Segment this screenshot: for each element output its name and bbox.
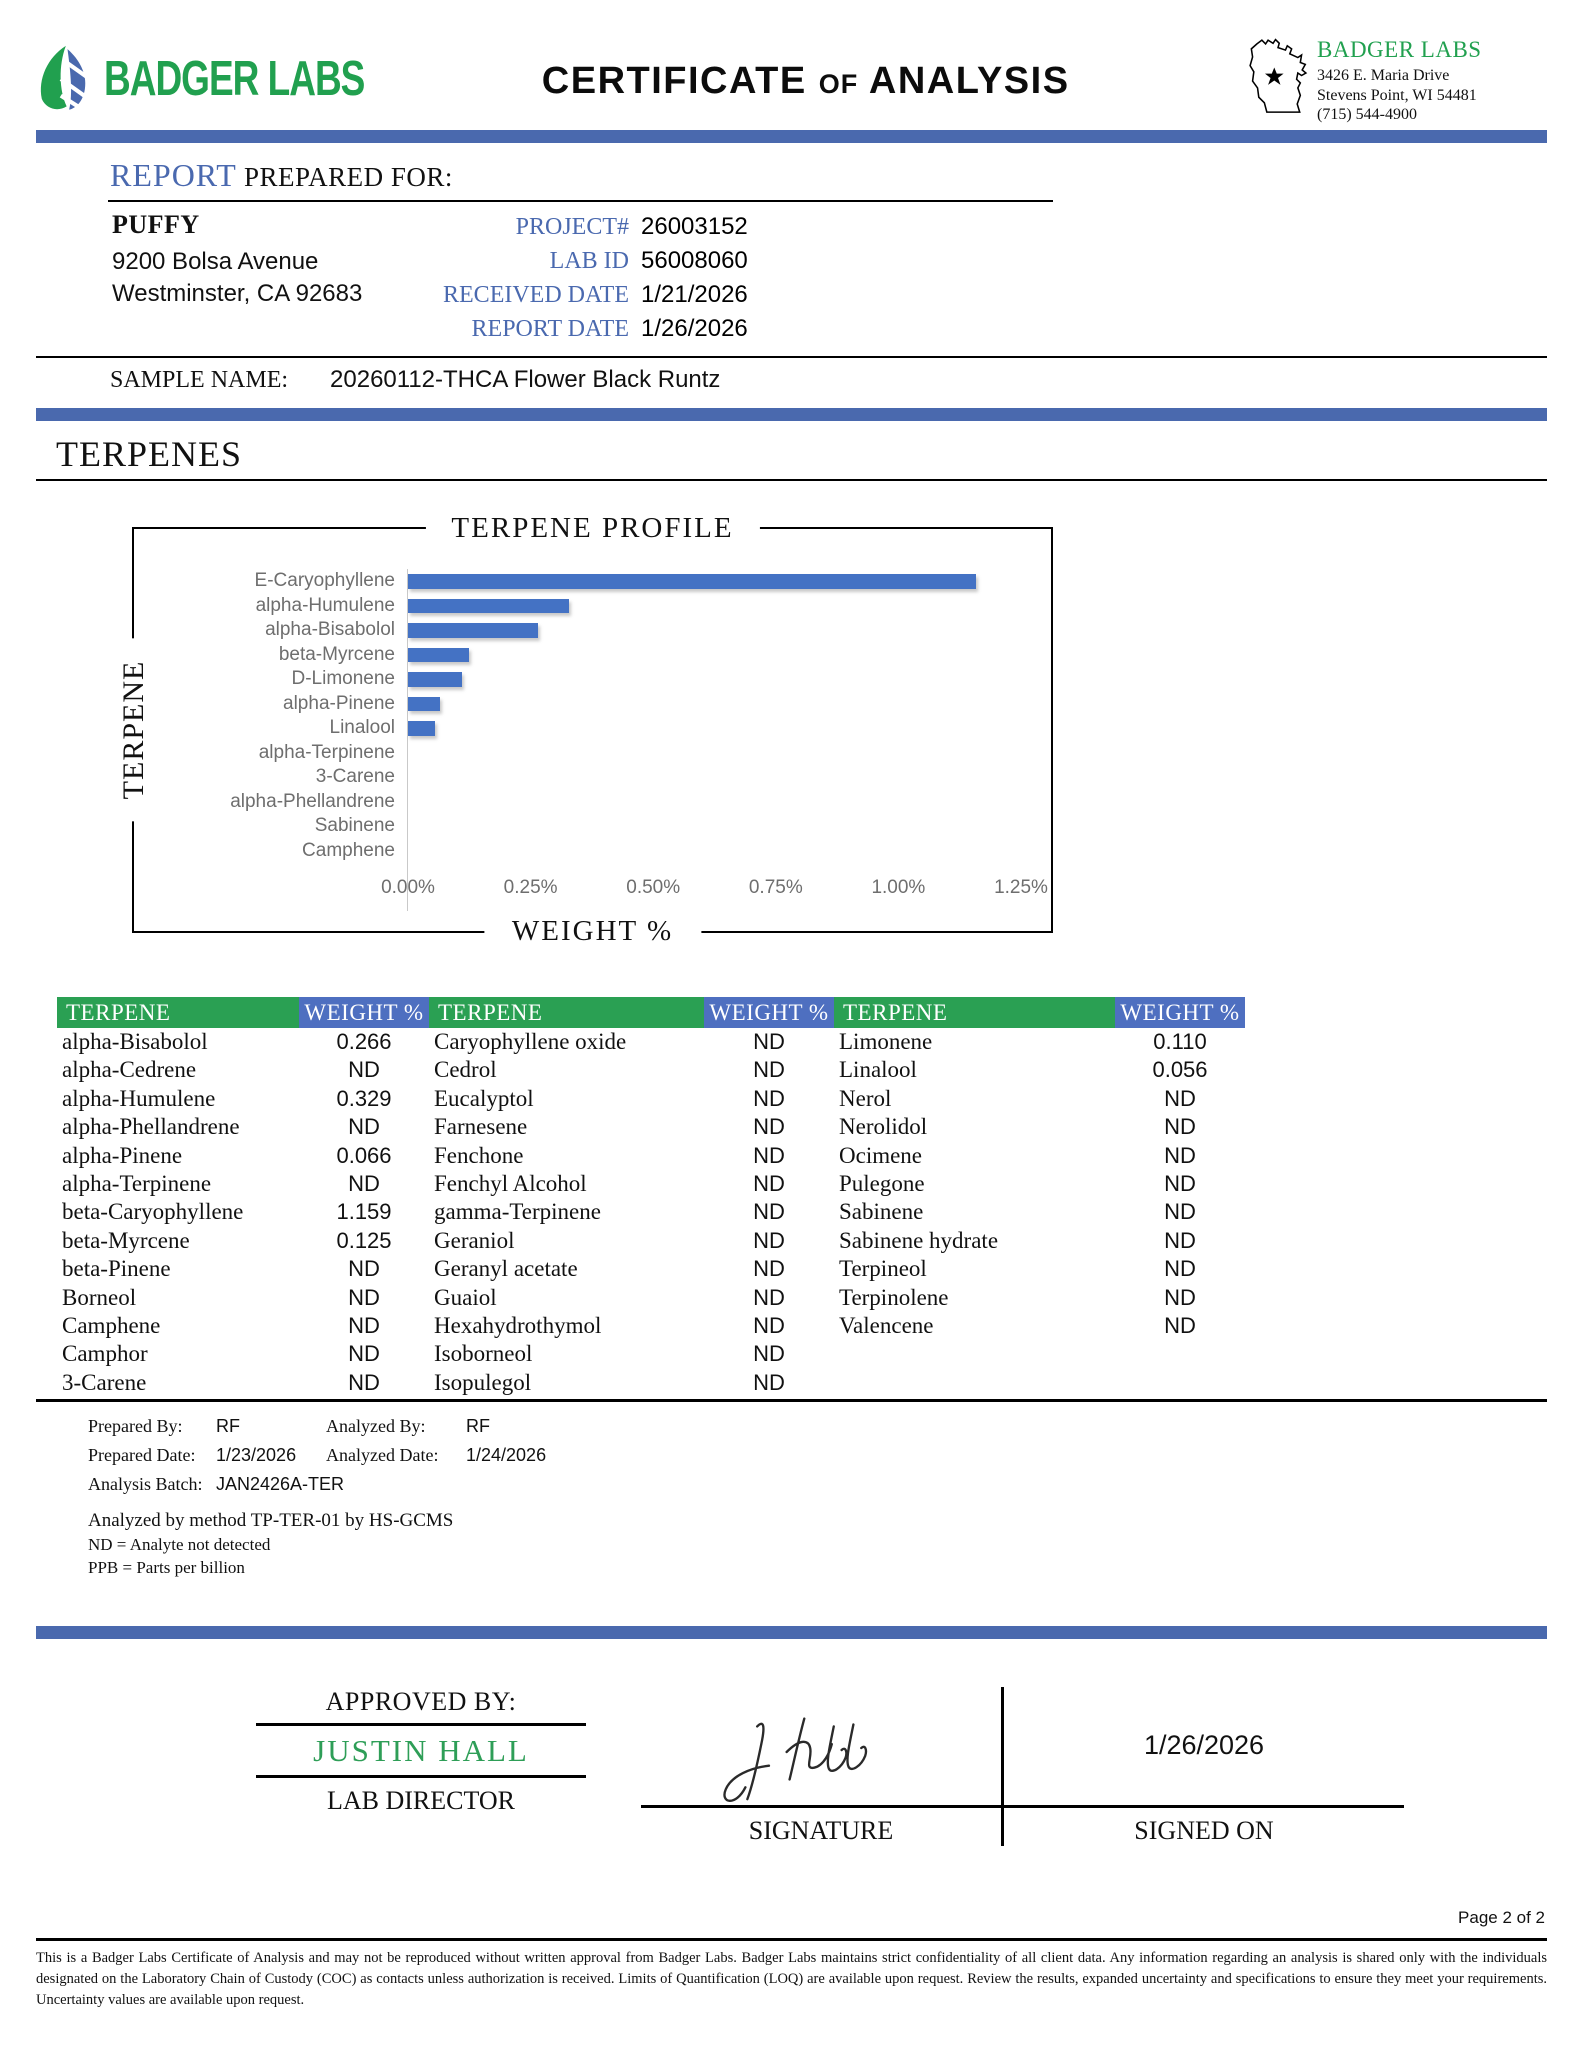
chart-x-tick-label: 0.00% [381,877,435,898]
divider-bar-terpenes [36,408,1547,421]
meta-row-reportdate: REPORT DATE 1/26/2026 [471,315,748,342]
terpene-value-cell: ND [1164,1312,1196,1338]
approver-title: LAB DIRECTOR [326,1785,516,1815]
terpene-value-cell: ND [753,1312,785,1338]
terpene-name-cell: Hexahydrothymol [434,1312,602,1338]
chart-category-label: alpha-Humulene [255,594,395,616]
chart-y-axis-label: TERPENE [117,639,151,822]
terpene-name-cell: beta-Caryophyllene [62,1199,244,1225]
chart-bar [408,599,569,614]
chart-bar [408,721,435,736]
terpene-name-cell: Pulegone [839,1170,925,1196]
terpene-name-cell: gamma-Terpinene [434,1199,601,1225]
disclaimer-text: This is a Badger Labs Certificate of Analysis and may not be reproduced without written approval from Badger Labs. Badger Labs maintains strict confidentiality of all client data. Any information regarding an analysis is shared only with the individuals designated on the Laboratory Chain of Custody (COC) as contacts unless authorization is received. Limits of Quantification (LOQ) are available upon request. Review the results, expanded uncertainty and specifications to ensure they meet your requirements. Uncertainty values are available upon request. [36,1950,1547,2009]
table-bottom-rule [36,1399,1547,1402]
terpene-value-cell: ND [1164,1114,1196,1140]
terpene-name-cell: Valencene [839,1312,934,1338]
client-block [112,210,362,346]
terpene-name-cell: Isoborneol [434,1341,533,1367]
terpene-value-cell: 1.159 [336,1199,392,1225]
chart-bar-track [408,594,1021,619]
terpene-value-cell: ND [1164,1227,1196,1253]
terpene-value-cell: ND [1164,1085,1196,1111]
chart-bar-track [408,716,1021,741]
page-title: CERTIFICATE OF ANALYSIS [541,60,1070,102]
terpene-name-cell: Sabinene hydrate [839,1227,999,1253]
terpene-value-cell: ND [348,1369,380,1395]
client-address1: 9200 Bolsa Avenue [112,248,319,275]
approved-by-label: APPROVED BY: [256,1687,586,1726]
chart-x-tick-label: 0.50% [626,877,681,898]
terpene-name-cell: Cedrol [434,1057,497,1083]
terpene-name-cell: beta-Pinene [62,1256,171,1282]
chart-x-axis-label: WEIGHT % [484,915,701,948]
chart-bar-track [408,569,1021,594]
report-meta [384,210,791,346]
terpene-name-cell: 3-Carene [62,1369,147,1395]
divider-bar-footer [36,1626,1547,1639]
meta-row-labid: LAB ID 56008060 [549,247,748,274]
terpene-value-cell: ND [348,1341,380,1367]
ppb-note: PPB = Parts per billion [88,1557,245,1577]
terpene-name-cell: Linalool [839,1057,917,1083]
terpene-name-cell: Terpineol [839,1256,927,1282]
divider-bar-top [36,130,1547,143]
signed-on-date: 1/26/2026 [1004,1687,1404,1808]
terpene-name-cell: Terpinolene [839,1284,949,1310]
terpene-value-cell: ND [753,1057,785,1083]
terpene-value-cell: ND [753,1142,785,1168]
prepared-analyzed-date-row: Prepared Date: 1/23/2026 Analyzed Date: 1/24/2026 [88,1445,547,1466]
terpene-table-group [429,997,834,1397]
leaf-logo-icon [36,44,94,114]
chart-bar-track [408,790,1021,815]
terpene-name-cell: Sabinene [839,1199,924,1225]
meta-row-received: RECEIVED DATE 1/21/2026 [443,281,748,308]
table-header-weight: WEIGHT % [704,997,834,1028]
chart-category-axis [152,569,407,911]
chart-bar [408,574,976,589]
approved-by-block [256,1687,586,1846]
page-number: Page 2 of 2 [1458,1908,1545,1927]
signature-line [641,1687,1001,1808]
terpene-name-cell: alpha-Bisabolol [62,1029,208,1054]
chart-category-label: alpha-Phellandrene [230,790,395,812]
signature-handwriting [716,1697,926,1805]
wisconsin-map-icon [1247,36,1309,125]
terpene-table [57,997,1547,1397]
lab-name: BADGER LABS [1317,37,1482,62]
chart-x-tick-label: 1.00% [871,877,926,898]
terpene-name-cell: Geraniol [434,1227,515,1253]
analysis-footnotes [88,1412,1547,1580]
nd-note: ND = Analyte not detected [88,1534,271,1554]
terpene-name-cell: beta-Myrcene [62,1227,190,1253]
terpene-value-cell: ND [348,1312,380,1338]
sample-name-rule [36,356,1547,358]
chart-category-label: beta-Myrcene [278,643,395,665]
terpene-name-cell: alpha-Humulene [62,1085,216,1111]
prepared-analyzed-by-row: Prepared By: RF Analyzed By: RF [88,1416,490,1437]
terpene-name-cell: Nerolidol [839,1114,928,1140]
chart-x-ticks [381,869,1048,911]
chart-bar-track [408,692,1021,717]
lab-phone: (715) 544-4900 [1317,106,1417,124]
terpene-name-cell: Geranyl acetate [434,1256,578,1282]
terpene-value-cell: ND [753,1029,785,1054]
meta-row-project: PROJECT# 26003152 [515,213,748,240]
terpene-name-cell: Caryophyllene oxide [434,1029,627,1054]
terpene-value-cell: 0.110 [1153,1029,1207,1054]
terpene-value-cell: ND [1164,1142,1196,1168]
sample-name-value: 20260112-THCA Flower Black Runtz [330,366,721,393]
lab-contact-text [1317,36,1482,125]
terpene-name-cell: Camphene [62,1312,161,1338]
terpene-value-cell: ND [1164,1170,1196,1196]
sample-name-label: SAMPLE NAME: [110,367,289,393]
footer-rule [36,1938,1547,1941]
terpene-name-cell: Ocimene [839,1142,923,1168]
brand-wordmark: BADGER LABS [104,51,365,106]
signed-on-block [1001,1687,1404,1846]
chart-body [152,569,1048,911]
terpene-value-cell: ND [753,1284,785,1310]
lab-address-line1: 3426 E. Maria Drive [1317,67,1450,85]
terpene-value-cell: 0.056 [1152,1057,1208,1083]
chart-x-tick-label: 0.75% [748,877,803,898]
report-heading-rule [108,200,1053,202]
table-header-weight: WEIGHT % [299,997,429,1028]
chart-title: TERPENE PROFILE [425,512,759,545]
chart-bar [408,672,462,687]
signature-caption: SIGNATURE [748,1815,894,1845]
chart-category-label: E-Caryophyllene [254,570,395,591]
terpene-name-cell: Nerol [839,1085,892,1111]
terpene-value-cell: ND [753,1369,785,1395]
chart-bar-track [408,765,1021,790]
client-address2: Westminster, CA 92683 [112,280,363,308]
terpene-name-cell: Farnesene [434,1114,528,1140]
terpene-value-cell: ND [1164,1199,1196,1225]
terpene-value-cell: ND [753,1227,785,1253]
terpene-name-cell: alpha-Phellandrene [62,1114,240,1140]
chart-category-label: alpha-Bisabolol [265,619,395,640]
chart-category-label: Camphene [302,839,395,861]
chart-x-tick-label: 0.25% [503,877,558,898]
chart-bars [408,569,1021,863]
terpene-table-group [57,997,429,1397]
terpene-name-cell: Borneol [62,1284,137,1310]
terpene-name-cell: Limonene [839,1029,933,1054]
chart-category-label: Sabinene [314,815,395,836]
terpene-value-cell: 0.329 [336,1085,392,1111]
terpene-table-group [834,997,1245,1397]
terpene-value-cell: 0.266 [336,1029,392,1054]
signature-block [641,1687,1001,1846]
chart-bar [408,623,538,638]
table-header-weight: WEIGHT % [1115,997,1245,1028]
terpene-value-cell: 0.125 [336,1227,392,1253]
lab-address-block [1247,36,1547,125]
chart-x-tick-label: 1.25% [994,877,1048,898]
terpene-value-cell: ND [1164,1256,1196,1282]
terpene-name-cell: Eucalyptol [434,1085,534,1111]
badger-labs-brand [36,44,364,114]
chart-bar-track [408,618,1021,643]
terpene-name-cell: Fenchone [434,1142,524,1168]
signed-on-caption: SIGNED ON [1134,1815,1274,1845]
terpene-value-cell: ND [1164,1284,1196,1310]
terpene-value-cell: 0.066 [336,1142,392,1168]
report-info [36,210,1547,346]
report-prepared-for-heading: REPORT PREPARED FOR: [110,157,453,193]
terpene-value-cell: ND [753,1170,785,1196]
header [36,0,1547,130]
terpenes-section-heading-wrap [36,433,1547,481]
chart-bar [408,648,469,663]
terpene-name-cell: Isopulegol [434,1369,532,1395]
sample-name-row [110,366,1547,394]
chart-bar-track [408,643,1021,668]
chart-bar-track [408,667,1021,692]
terpenes-section-title: TERPENES [56,434,243,474]
chart-category-label: alpha-Pinene [283,692,395,714]
terpene-value-cell: ND [348,1114,380,1140]
chart-bar-track [408,741,1021,766]
terpene-profile-chart [117,512,1053,947]
chart-bar-track [408,839,1021,864]
terpene-value-cell: ND [753,1199,785,1225]
client-name: PUFFY [112,210,200,239]
terpene-value-cell: ND [753,1256,785,1282]
table-header-terpene: TERPENE [57,997,299,1028]
chart-plot-area [381,569,1048,911]
terpene-value-cell: ND [348,1256,380,1282]
chart-bar-track [408,814,1021,839]
analysis-batch-row: Analysis Batch: JAN2426A-TER [88,1474,345,1495]
approval-section [36,1687,1547,1846]
terpene-value-cell: ND [753,1114,785,1140]
lab-address-line2: Stevens Point, WI 54481 [1317,86,1477,104]
terpene-name-cell: Camphor [62,1341,148,1367]
terpene-value-cell: ND [348,1284,380,1310]
terpene-name-cell: Fenchyl Alcohol [434,1170,587,1196]
chart-category-label: 3-Carene [315,766,395,787]
terpene-value-cell: ND [348,1057,380,1083]
terpene-name-cell: Guaiol [434,1284,497,1310]
terpene-value-cell: ND [753,1341,785,1367]
table-header-terpene: TERPENE [834,997,1115,1028]
method-note: Analyzed by method TP-TER-01 by HS-GCMS [88,1510,454,1532]
terpene-name-cell: alpha-Terpinene [62,1170,212,1196]
approver-name: JUSTIN HALL [256,1726,586,1778]
chart-category-label: Linalool [329,717,395,738]
terpene-name-cell: alpha-Pinene [62,1142,183,1168]
chart-bar [408,697,440,712]
table-header-terpene: TERPENE [429,997,704,1028]
chart-category-label: alpha-Terpinene [258,741,395,763]
chart-category-label: D-Limonene [291,668,395,689]
terpene-value-cell: ND [753,1085,785,1111]
terpene-value-cell: ND [348,1170,380,1196]
terpene-name-cell: alpha-Cedrene [62,1057,197,1083]
